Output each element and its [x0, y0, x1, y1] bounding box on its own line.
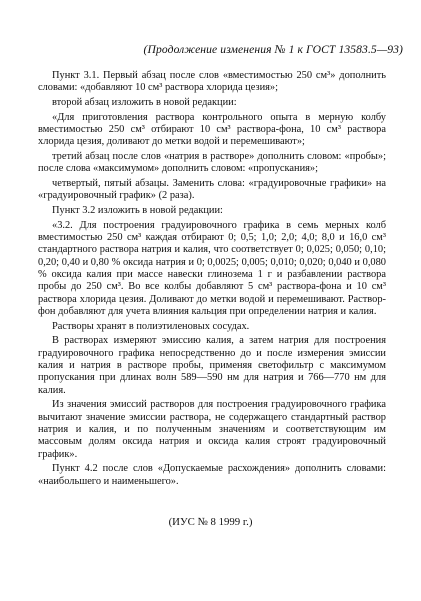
- paragraph-3: «Для приготовления раствора контрольного опыта в мерную колбу вместимостью 250 см³ отбирают 10 см³ раствора-фона, 10 см³ раствора хлорида цезия, доливают до метки водой и перемешивают»;: [38, 111, 386, 148]
- paragraph-7: «3.2. Для построения градуировочного графика в семь мерных колб вместимостью 250 см³ каждая отбирают 0; 0,5; 1,0; 2,0; 4,0; 8,0 и 16,0 см³ стандартного раствора натрия и калия, что соответствует 0; 0,025; 0,050; 0,10; 0,20; 0,40 и 0,80 % оксида натрия и 0; 0,0025; 0,005; 0,010; 0,020; 0,040 и 0,080 % оксида калия при массе навески глинозема 1 г и разбавлении раствора пробы до 250 см³. Во все колбы добавляют 5 см³ раствора-фона и 10 см³ раствора хлорида цезия. Доливают до метки водой и перемешивают. Раствор-фон добавляют для учета влияния кальция при определении натрия и калия.: [38, 219, 386, 317]
- paragraph-2: второй абзац изложить в новой редакции:: [52, 96, 237, 108]
- page-header: (Продолжение изменения № 1 к ГОСТ 13583.5—93): [143, 43, 403, 56]
- paragraph-5: четвертый, пятый абзацы. Заменить слова: «градуировочные графики» на «градуировочный график» (2 раза).: [38, 177, 386, 202]
- paragraph-6: Пункт 3.2 изложить в новой редакции:: [52, 204, 223, 216]
- paragraph-11: Пункт 4.2 после слов «Допускаемые расхождения» дополнить словами: «наибольшего и наименьшего».: [38, 463, 386, 487]
- paragraph-8: Растворы хранят в полиэтиленовых сосудах.: [52, 320, 250, 332]
- publication-reference: (ИУС № 8 1999 г.): [168, 516, 253, 528]
- paragraph-10: Из значения эмиссий растворов для построения градуировочного графика вычитают значение эмиссии раствора, не содержащего стандартный раствор натрия и калия, и по полученным значениям и соответствующим им массовым долям оксида натрия и оксида калия строят градуировочный график».: [38, 399, 386, 460]
- paragraph-9: В растворах измеряют эмиссию калия, а затем натрия для построения градуировочного графика непосредственно до и после измерения эмиссии калия и натрия в растворе пробы, применяя светофильтр с максимумом пропускания при длинах волн 589—590 нм для натрия и 766—770 нм для калия.: [38, 335, 386, 396]
- paragraph-1: Пункт 3.1. Первый абзац после слов «вместимостью 250 см³» дополнить словами: «добавляют 10 см³ раствора хлорида цезия»;: [38, 70, 386, 94]
- document-body: [38, 70, 386, 490]
- paragraph-4: третий абзац после слов «натрия в растворе» дополнить словом: «пробы»; после слова «максимумом» дополнить словом: «пропускания»;: [38, 150, 386, 175]
